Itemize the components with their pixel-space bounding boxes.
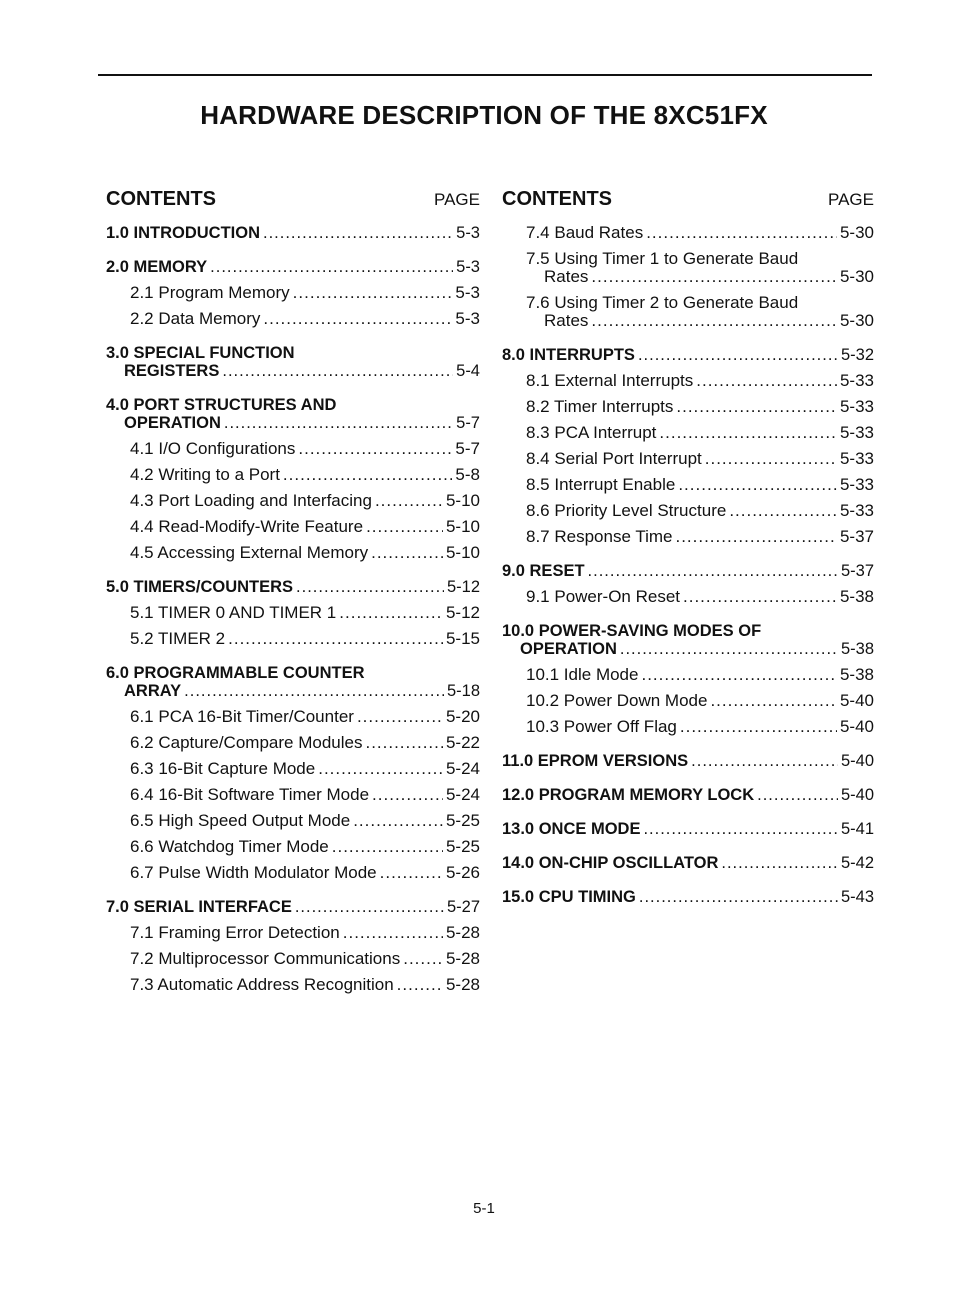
toc-entry-line [106,414,480,440]
toc-entry-title: 6.0 PROGRAMMABLE COUNTER [106,664,365,682]
toc-entry [106,708,480,734]
dot-leader [691,752,838,770]
toc-entry [502,224,874,250]
dot-leader [283,466,453,484]
toc-entry-page: 5-30 [839,267,874,286]
toc-entry-title: 11.0 EPROM VERSIONS [502,752,689,770]
toc-entry-line [130,604,480,630]
toc-entry [502,786,874,812]
page-label: PAGE [828,190,874,209]
toc-entry-title: 6.6 Watchdog Timer Mode [130,837,329,856]
toc-entry-title: 7.2 Multiprocessor Communications [130,949,401,968]
dot-leader [263,224,453,242]
dot-leader [298,440,452,458]
toc-entry-page: 5-28 [445,923,480,942]
toc-entry-title: 10.2 Power Down Mode [526,691,708,710]
toc-entry-line [130,630,480,656]
toc-entry-title: 4.1 I/O Configurations [130,439,296,458]
toc-entry-title: OPERATION [124,414,221,432]
toc-entry [502,752,874,778]
toc-entry [106,734,480,760]
toc-entry [106,440,480,466]
toc-entry-page: 5-3 [456,224,480,242]
dot-leader [371,544,443,562]
toc-entry-title: 4.3 Port Loading and Interfacing [130,491,372,510]
toc-entry-title: 10.3 Power Off Flag [526,717,677,736]
toc-entry-title: 7.5 Using Timer 1 to Generate Baud [526,249,799,268]
toc-entry-page: 5-33 [839,371,874,390]
toc-entry [502,250,874,294]
toc-entry [106,466,480,492]
toc-entry-title: 2.2 Data Memory [130,309,261,328]
dot-leader [638,346,838,364]
toc-entry-line [502,622,874,640]
toc-entry [502,424,874,450]
dot-leader [295,898,444,916]
toc-entry-line [106,682,480,708]
toc-entry-title: Rates [544,267,589,286]
top-rule [98,74,872,76]
toc-entry-line [526,224,874,250]
dot-leader [676,398,837,416]
toc-entry [106,518,480,544]
toc-entry-line [526,450,874,476]
toc-entry [106,664,480,708]
dot-leader [696,372,837,390]
dot-leader [757,786,838,804]
toc-entry-line [106,344,480,362]
toc-entry-page: 5-20 [445,707,480,726]
dot-leader [591,312,837,330]
toc-entry-line [130,284,480,310]
toc-entry [502,294,874,338]
toc-entry-title: 7.3 Automatic Address Recognition [130,975,394,994]
toc-entry-page: 5-33 [839,475,874,494]
toc-entry [106,760,480,786]
toc-column-left [106,188,480,1002]
dot-leader [222,362,453,380]
toc-entry-line [130,734,480,760]
toc-entry-title: 6.4 16-Bit Software Timer Mode [130,785,370,804]
toc-entry [502,854,874,880]
toc-entry-line [502,888,874,914]
toc-entry [502,820,874,846]
toc-entry-page: 5-25 [445,811,480,830]
toc-entries [106,224,480,1002]
toc-entry [502,888,874,914]
toc-entry-title: Rates [544,311,589,330]
toc-entry-page: 5-18 [446,682,480,700]
toc-entry [502,372,874,398]
dot-leader [339,604,443,622]
toc-entry-title: 4.2 Writing to a Port [130,465,280,484]
toc-entry-page: 5-10 [445,543,480,562]
toc-entry-line [130,924,480,950]
toc-column-right [502,188,874,914]
toc-entry-line [106,664,480,682]
toc-entry-line [106,396,480,414]
toc-entry-page: 5-12 [446,578,480,596]
toc-entry-line [106,258,480,284]
toc-entry-title: 6.7 Pulse Width Modulator Mode [130,863,377,882]
dot-leader [210,258,453,276]
toc-entry-title: 3.0 SPECIAL FUNCTION [106,344,295,362]
dot-leader [397,976,443,994]
toc-entry [106,786,480,812]
toc-entry-line [502,820,874,846]
toc-entry-title: 6.2 Capture/Compare Modules [130,733,363,752]
toc-entry-line [106,362,480,388]
toc-entry-line [130,518,480,544]
dot-leader [332,838,443,856]
toc-entry [106,604,480,630]
toc-entry-title: 4.4 Read-Modify-Write Feature [130,517,364,536]
toc-entry [106,284,480,310]
toc-entry-title: 9.1 Power-On Reset [526,587,681,606]
toc-entry-title: 8.6 Priority Level Structure [526,501,727,520]
toc-entry-page: 5-7 [456,414,480,432]
dot-leader [705,450,837,468]
toc-entry-line [130,812,480,838]
toc-entry [106,544,480,570]
toc-entry-title: 1.0 INTRODUCTION [106,224,261,242]
toc-entry-title: 6.5 High Speed Output Mode [130,811,351,830]
toc-entry-line [130,466,480,492]
toc-entry-title: REGISTERS [124,362,220,380]
contents-label: CONTENTS [502,188,612,210]
toc-entry [502,398,874,424]
toc-entry-line [130,950,480,976]
toc-header [106,188,480,224]
toc-entry-line [526,268,874,294]
toc-entry [106,396,480,440]
toc-entry-page: 5-3 [455,309,480,328]
toc-entry-title: 8.3 PCA Interrupt [526,423,657,442]
toc-entry-title: 7.4 Baud Rates [526,223,644,242]
toc-entry [106,924,480,950]
toc-entry-title: 2.1 Program Memory [130,283,290,302]
toc-entry-page: 5-38 [839,587,874,606]
toc-entry-page: 5-24 [445,759,480,778]
toc-entry-page: 5-30 [839,223,874,242]
toc-entry-line [130,760,480,786]
toc-entry-page: 5-26 [445,863,480,882]
toc-entry-page: 5-40 [840,752,874,770]
dot-leader [591,268,837,286]
toc-entry-line [526,312,874,338]
toc-entry-page: 5-3 [456,258,480,276]
dot-leader [380,864,443,882]
toc-entry [106,950,480,976]
toc-entry-title: 6.3 16-Bit Capture Mode [130,759,316,778]
dot-leader [721,854,838,872]
toc-entry-line [130,440,480,466]
toc-entry-page: 5-28 [445,975,480,994]
toc-entry-title: 8.2 Timer Interrupts [526,397,674,416]
toc-entry-line [526,692,874,718]
toc-entry-line [526,294,874,312]
toc-entry-line [502,562,874,588]
toc-entry-title: ARRAY [124,682,182,700]
toc-entry-page: 5-37 [839,527,874,546]
toc-entry-line [526,476,874,502]
toc-entry-page: 5-3 [455,283,480,302]
toc-header [502,188,874,224]
toc-entry [106,258,480,284]
dot-leader [403,950,443,968]
toc-entry-line [502,346,874,372]
toc-entry-line [106,898,480,924]
toc-entry-page: 5-8 [455,465,480,484]
dot-leader [353,812,443,830]
toc-entry-line [130,838,480,864]
toc-entry-page: 5-30 [839,311,874,330]
toc-entry-title: 8.0 INTERRUPTS [502,346,635,364]
toc-entry-page: 5-24 [445,785,480,804]
toc-entry-page: 5-7 [455,439,480,458]
toc-entry-title: 13.0 ONCE MODE [502,820,641,838]
dot-leader [343,924,443,942]
dot-leader [639,888,838,906]
toc-entry [106,864,480,890]
dot-leader [683,588,837,606]
toc-entry-page: 5-40 [839,717,874,736]
dot-leader [184,682,444,700]
toc-entry-page: 5-38 [840,640,874,658]
toc-entry [106,898,480,924]
toc-entry-page: 5-28 [445,949,480,968]
toc-entry [106,838,480,864]
toc-entry-line [106,224,480,250]
toc-entry-title: 8.4 Serial Port Interrupt [526,449,702,468]
toc-entry [502,718,874,744]
toc-entry-line [502,640,874,666]
toc-entry-title: 4.0 PORT STRUCTURES AND [106,396,337,414]
toc-entry [106,812,480,838]
toc-entry-page: 5-4 [456,362,480,380]
toc-entry [502,450,874,476]
toc-entry-title: 7.0 SERIAL INTERFACE [106,898,292,916]
dot-leader [643,820,838,838]
dot-leader [646,224,837,242]
toc-entry-title: 6.1 PCA 16-Bit Timer/Counter [130,707,354,726]
page-title: HARDWARE DESCRIPTION OF THE 8XC51FX [200,100,768,130]
toc-entries [502,224,874,914]
toc-entry-page: 5-22 [445,733,480,752]
toc-entry [502,562,874,588]
toc-entry-line [526,718,874,744]
toc-entry-title: 2.0 MEMORY [106,258,208,276]
toc-entry [106,578,480,604]
dot-leader [318,760,443,778]
toc-entry-page: 5-10 [445,491,480,510]
dot-leader [366,518,443,536]
toc-entry-page: 5-33 [839,397,874,416]
toc-entry-line [106,578,480,604]
toc-entry-page: 5-33 [839,501,874,520]
toc-entry-title: 10.1 Idle Mode [526,665,639,684]
toc-entry [106,224,480,250]
toc-entry-line [130,310,480,336]
toc-entry-page: 5-12 [445,603,480,622]
toc-entry-page: 5-37 [840,562,874,580]
toc-entry-line [526,424,874,450]
toc-entry-title: 8.1 External Interrupts [526,371,694,390]
dot-leader [372,786,443,804]
toc-entry-title: 15.0 CPU TIMING [502,888,636,906]
toc-entry-title: 5.2 TIMER 2 [130,629,226,648]
toc-entry-page: 5-42 [840,854,874,872]
toc-entry-line [526,398,874,424]
dot-leader [224,414,453,432]
toc-entry [106,310,480,336]
toc-entry [106,976,480,1002]
toc-entry [502,692,874,718]
dot-leader [620,640,838,658]
toc-entry-title: 14.0 ON-CHIP OSCILLATOR [502,854,719,872]
dot-leader [588,562,838,580]
toc-entry-page: 5-32 [840,346,874,364]
toc-entry [106,492,480,518]
toc-entry [502,622,874,666]
toc-entry [502,528,874,554]
toc-entry-title: 7.1 Framing Error Detection [130,923,340,942]
toc-entry-line [526,588,874,614]
dot-leader [357,708,443,726]
dot-leader [659,424,837,442]
toc-entry [502,502,874,528]
toc-entry-line [130,544,480,570]
toc-entry [502,346,874,372]
toc-entry-title: 4.5 Accessing External Memory [130,543,369,562]
toc-entry-line [502,786,874,812]
dot-leader [263,310,452,328]
dot-leader [680,718,837,736]
toc-entry-title: OPERATION [520,640,617,658]
toc-entry-title: 10.0 POWER-SAVING MODES OF [502,622,762,640]
toc-entry-line [526,372,874,398]
dot-leader [729,502,837,520]
toc-entry-title: 7.6 Using Timer 2 to Generate Baud [526,293,799,312]
toc-entry [106,344,480,388]
toc-entry-page: 5-33 [839,423,874,442]
toc-entry-line [526,502,874,528]
toc-entry [502,476,874,502]
toc-entry-page: 5-40 [839,691,874,710]
toc-entry-title: 8.7 Response Time [526,527,673,546]
dot-leader [675,528,837,546]
toc-entry-line [526,528,874,554]
toc-entry-title: 8.5 Interrupt Enable [526,475,676,494]
toc-entry-page: 5-43 [840,888,874,906]
toc-entry-line [526,666,874,692]
toc-entry-page: 5-40 [840,786,874,804]
toc-entry-page: 5-41 [840,820,874,838]
toc-entry-line [130,864,480,890]
toc-entry-title: 5.1 TIMER 0 AND TIMER 1 [130,603,337,622]
toc-entry-page: 5-15 [445,629,480,648]
dot-leader [375,492,443,510]
toc-entry-line [502,854,874,880]
toc-entry-line [502,752,874,778]
toc-entry [106,630,480,656]
toc-entry-page: 5-10 [445,517,480,536]
toc-entry [502,666,874,692]
dot-leader [678,476,837,494]
toc-entry-page: 5-38 [839,665,874,684]
toc-entry-line [130,492,480,518]
dot-leader [296,578,444,596]
dot-leader [228,630,443,648]
toc-entry-page: 5-33 [839,449,874,468]
page-label: PAGE [434,190,480,209]
toc-entry-line [526,250,874,268]
dot-leader [365,734,443,752]
page-number: 5-1 [473,1200,495,1217]
dot-leader [641,666,837,684]
toc-entry-title: 9.0 RESET [502,562,585,580]
toc-entry [502,588,874,614]
toc-entry-title: 12.0 PROGRAM MEMORY LOCK [502,786,755,804]
toc-entry-page: 5-25 [445,837,480,856]
toc-entry-line [130,786,480,812]
toc-entry-title: 5.0 TIMERS/COUNTERS [106,578,294,596]
toc-entry-line [130,976,480,1002]
toc-entry-line [130,708,480,734]
dot-leader [710,692,837,710]
toc-entry-page: 5-27 [446,898,480,916]
dot-leader [293,284,453,302]
contents-label: CONTENTS [106,188,216,210]
